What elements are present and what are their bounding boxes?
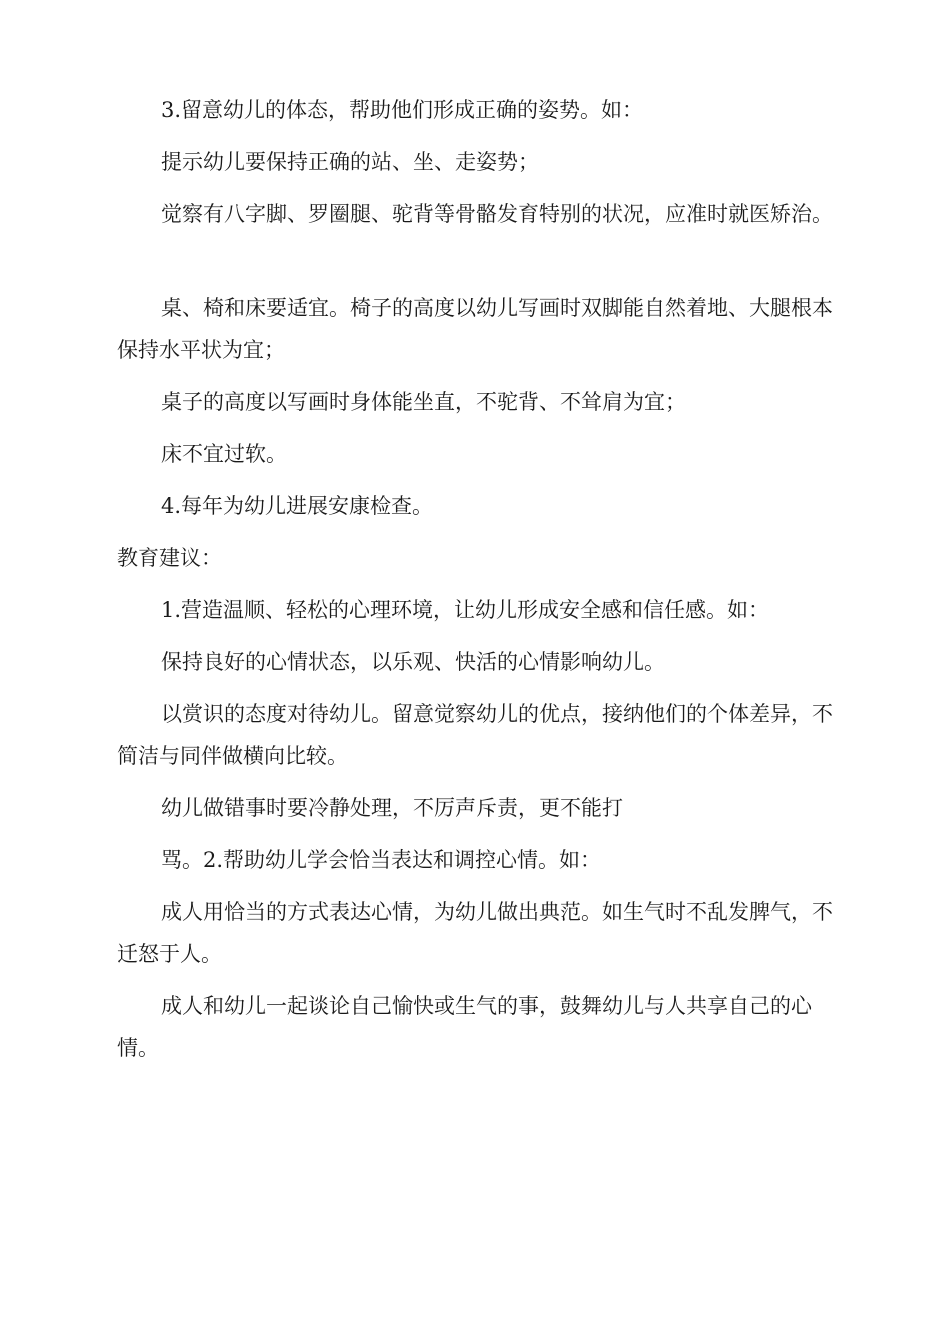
paragraph-emotion-expression: 骂。2.帮助幼儿学会恰当表达和调控心情。如： (161, 848, 602, 872)
paragraph-mood: 保持良好的心情状态，以乐观、快活的心情影响幼儿。 (161, 650, 665, 674)
paragraph-health-check: 4.每年为幼儿进展安康检查。 (161, 494, 434, 518)
paragraph-furniture-chair: 桌、椅和床要适宜。椅子的高度以幼儿写画时双脚能自然着地、大腿根本保持水平状为宜； (117, 296, 833, 362)
paragraph-share-feelings: 成人和幼儿一起谈论自己愉快或生气的事，鼓舞幼儿与人共享自己的心情。 (117, 994, 812, 1060)
section-heading-education: 教育建议： (117, 546, 222, 570)
paragraph-mistakes: 幼儿做错事时要冷静处理，不厉声斥责，更不能打 (161, 796, 623, 820)
paragraph-adult-example: 成人用恰当的方式表达心情，为幼儿做出典范。如生气时不乱发脾气，不迁怒于人。 (117, 900, 833, 966)
paragraph-bed: 床不宜过软。 (161, 442, 287, 466)
paragraph-bone-development: 觉察有八字脚、罗圈腿、驼背等骨骼发育特别的状况，应准时就医矫治。 (161, 202, 833, 226)
paragraph-appreciation: 以赏识的态度对待幼儿。留意觉察幼儿的优点，接纳他们的个体差异，不简洁与同伴做横向比较。 (117, 702, 833, 768)
paragraph-posture-heading: 3.留意幼儿的体态，帮助他们形成正确的姿势。如： (161, 98, 644, 122)
paragraph-table-height: 桌子的高度以写画时身体能坐直，不驼背、不耸肩为宜； (161, 390, 686, 414)
paragraph-posture-reminder: 提示幼儿要保持正确的站、坐、走姿势； (161, 150, 539, 174)
paragraph-environment: 1.营造温顺、轻松的心理环境，让幼儿形成安全感和信任感。如： (161, 598, 770, 622)
